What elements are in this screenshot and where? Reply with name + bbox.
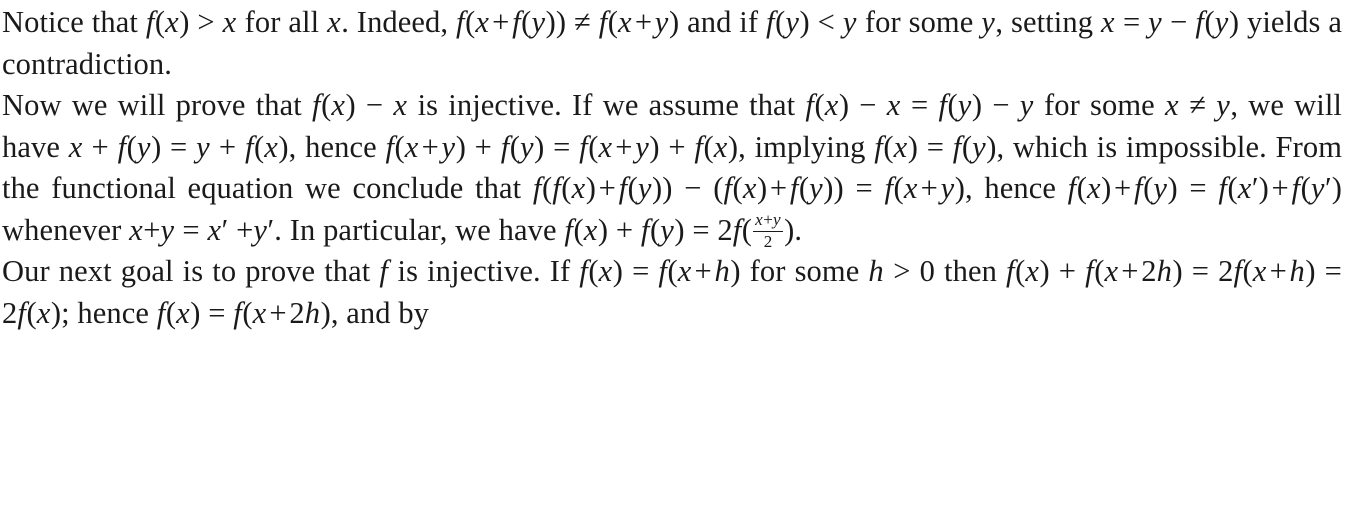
paragraph-1: Notice that f(x) > x for all x. Indeed, f(x + f(y)) ≠ f(x + y) and if f(y) < y for some y, setting x = y − f(y) yields a contradiction. — [2, 5, 1342, 81]
paragraph-3: Our next goal is to prove that f is injective. If f(x) = f(x + h) for some h > 0 then f(x) + f(x + 2h) = 2f(x + h) = 2f(x); hence f(x) = f(x + 2h), and by — [2, 254, 1342, 330]
paragraph-2: Now we will prove that f(x) − x is injective. If we assume that f(x) − x = f(y) − y for some x ≠ y, we will have x + f(y) = y + f(x), hence f(x + y) + f(y) = f(x + y) + f(x), implying f(x) = f(y), which is impossible. From the functional equation we conclude that f(f(x) + f(y)) − (f(x) + f(y)) = f(x + y), hence f(x) + f(y) = f(x′) + f(y′) whenever x+y = x′ +y′. In particular, we have f(x) + f(y) = 2f( $\frac{x+y}{2}$ ). — [2, 88, 1343, 251]
